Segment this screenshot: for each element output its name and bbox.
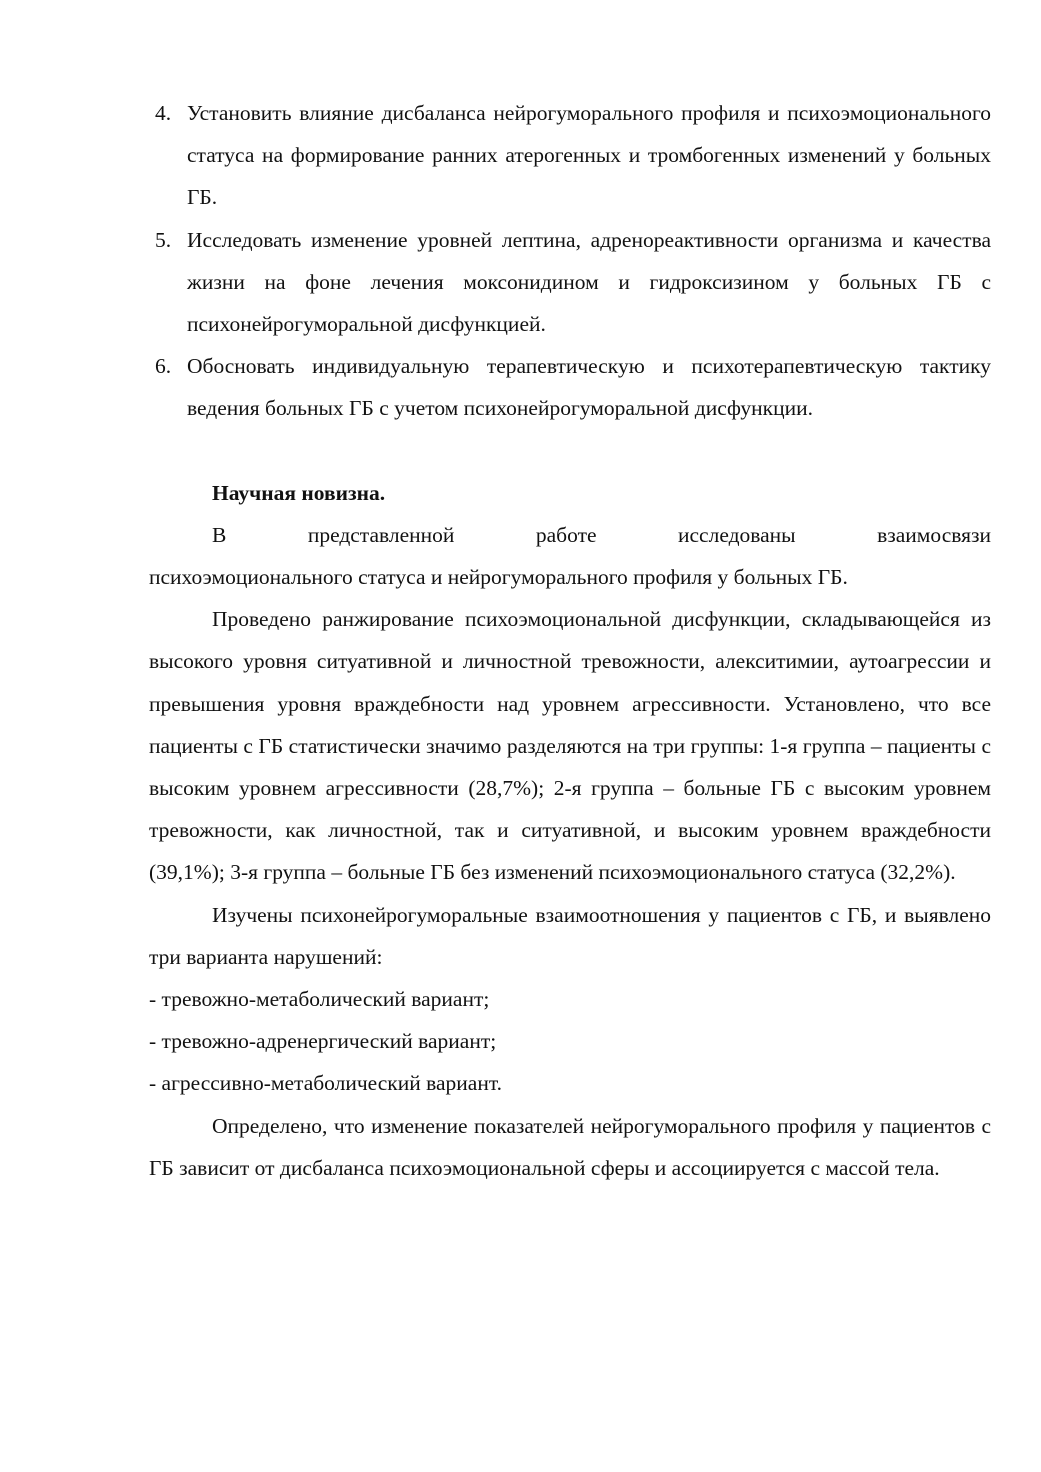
variant-list-item: - тревожно-метаболический вариант; [149, 987, 490, 1012]
variant-list-item: - тревожно-адренергический вариант; [149, 1029, 497, 1054]
list-item-text: Исследовать изменение уровней лептина, адренореактивности организма и качества жизни на фоне лечения моксонидином и гидроксизином у больных ГБ с психонейрогуморальной дисфункцией. [187, 227, 991, 337]
paragraph-relations: Изучены психонейрогуморальные взаимоотношения у пациентов с ГБ, и выявлено три варианта нарушений: [149, 902, 991, 969]
variant-list-item: - агрессивно-метаболический вариант. [149, 1071, 503, 1096]
paragraph-ranking: Проведено ранжирование психоэмоциональной дисфункции, складывающейся из высокого уровня ситуативной и личностной тревожности, алекситимии, аутоагрессии и превышения уровня враждебности над уровнем агрессивности. Установлено, что все пациенты с ГБ статистически значимо разделяются на три группы: 1-я группа – пациенты с высоким уровнем агрессивности (28,7%); 2-я группа – больные ГБ с высоким уровнем тревожности, как личностной, так и ситуативной, и высоким уровнем враждебности (39,1%); 3-я группа – больные ГБ без изменений психоэмоционального статуса (32,2%). [149, 607, 991, 885]
list-item [149, 345, 991, 429]
document-page [149, 92, 991, 1189]
section-heading: Научная новизна. [212, 480, 386, 505]
list-item [149, 219, 991, 346]
list-item-number: 4. [155, 101, 172, 125]
list-item [149, 92, 991, 219]
paragraph-intro-line2: психоэмоционального статуса и нейрогуморального профиля у больных ГБ. [149, 565, 848, 590]
list-item-text: Обосновать индивидуальную терапевтическую и психотерапевтическую тактику ведения больных ГБ с учетом психонейрогуморальной дисфункции. [187, 354, 991, 421]
paragraph-conclusion: Определено, что изменение показателей нейрогуморального профиля у пациентов с ГБ зависит от дисбаланса психоэмоциональной сферы и ассоциируется с массой тела. [149, 1113, 991, 1180]
list-item-text: Установить влияние дисбаланса нейрогуморального профиля и психоэмоционального статуса на формирование ранних атерогенных и тромбогенных изменений у больных ГБ. [187, 101, 991, 210]
list-item-number: 5. [155, 227, 172, 252]
paragraph-intro-line1: В представленной работе исследованы взаимосвязи [212, 522, 991, 547]
section-spacer [149, 430, 991, 472]
list-item-number: 6. [155, 354, 172, 379]
